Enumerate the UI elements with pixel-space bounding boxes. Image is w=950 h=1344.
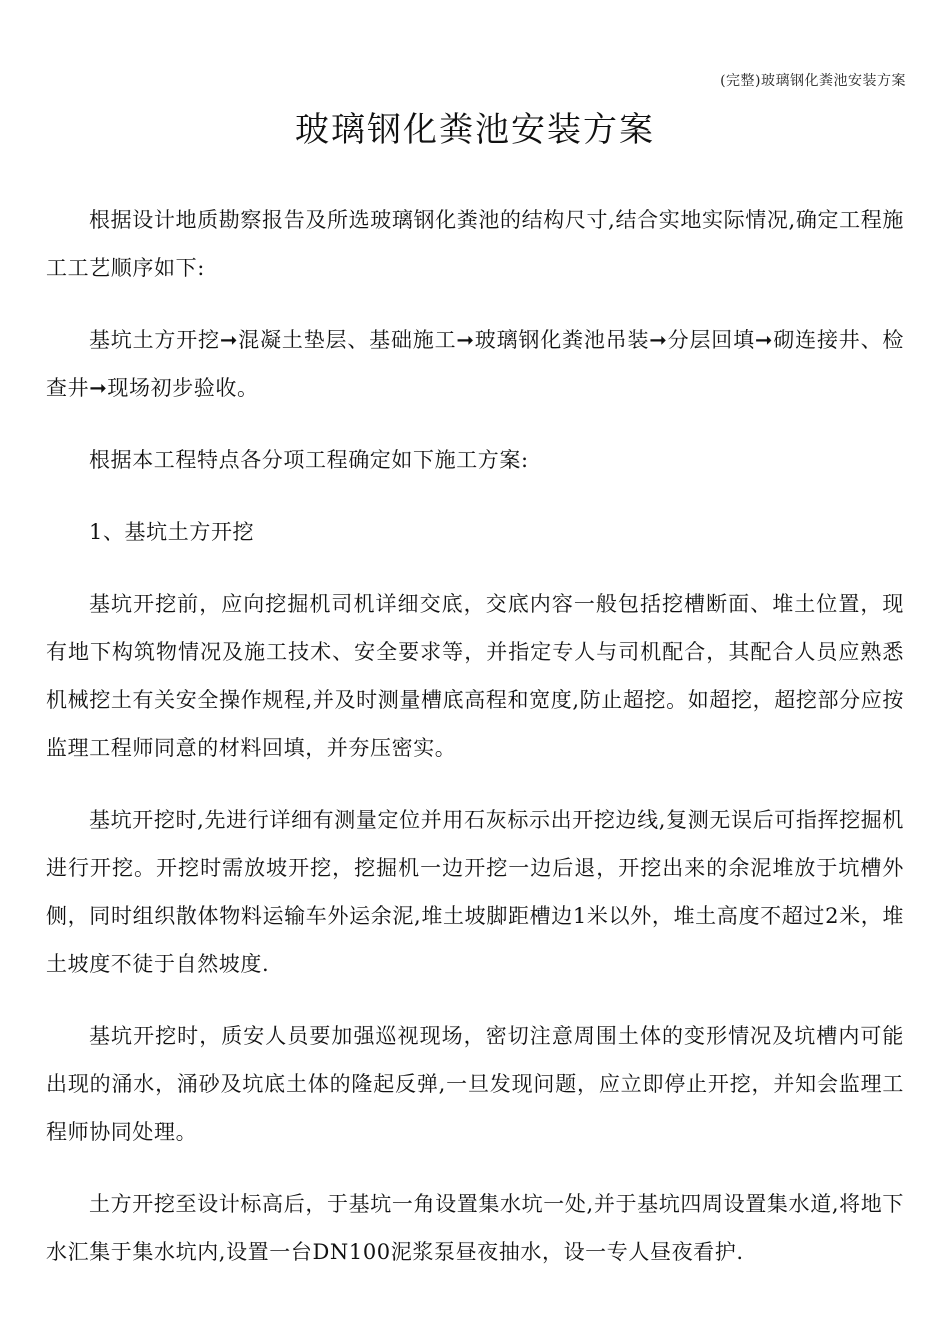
paragraph-dewatering: 土方开挖至设计标高后，于基坑一角设置集水坑一处,并于基坑四周设置集水道,将地下水汇集于集水坑内,设置一台DN100泥浆泵昼夜抽水，设一专人昼夜看护.	[46, 1192, 904, 1264]
document-body	[46, 196, 904, 1300]
paragraph-plan-intro: 根据本工程特点各分项工程确定如下施工方案:	[89, 448, 529, 472]
paragraph-before-excavation: 基坑开挖前，应向挖掘机司机详细交底，交底内容一般包括挖槽断面、堆土位置，现有地下构筑物情况及施工技术、安全要求等，并指定专人与司机配合，其配合人员应熟悉机械挖土有关安全操作规程,并及时测量槽底高程和宽度,防止超挖。如超挖，超挖部分应按监理工程师同意的材料回填，并夯压密实。	[46, 592, 904, 760]
paragraph-intro: 根据设计地质勘察报告及所选玻璃钢化粪池的结构尺寸,结合实地实际情况,确定工程施工工艺顺序如下:	[46, 208, 904, 280]
section-heading-1: 1、基坑土方开挖	[89, 520, 255, 544]
document-title: 玻璃钢化粪池安装方案	[295, 110, 655, 150]
paragraph-safety-inspection: 基坑开挖时，质安人员要加强巡视现场，密切注意周围土体的变形情况及坑槽内可能出现的涌水，涌砂及坑底土体的隆起反弹,一旦发现问题，应立即停止开挖，并知会监理工程师协同处理。	[46, 1024, 904, 1144]
paragraph-during-excavation: 基坑开挖时,先进行详细有测量定位并用石灰标示出开挖边线,复测无误后可指挥挖掘机进行开挖。开挖时需放坡开挖，挖掘机一边开挖一边后退，开挖出来的余泥堆放于坑槽外侧，同时组织散体物料运输车外运余泥,堆土坡脚距槽边1米以外，堆土高度不超过2米，堆土坡度不徒于自然坡度.	[46, 808, 904, 976]
paragraph-process-sequence: 基坑土方开挖➞混凝土垫层、基础施工➞玻璃钢化粪池吊装➞分层回填➞砌连接井、检查井➞现场初步验收。	[46, 328, 904, 400]
running-header: (完整)玻璃钢化粪池安装方案	[720, 73, 906, 89]
